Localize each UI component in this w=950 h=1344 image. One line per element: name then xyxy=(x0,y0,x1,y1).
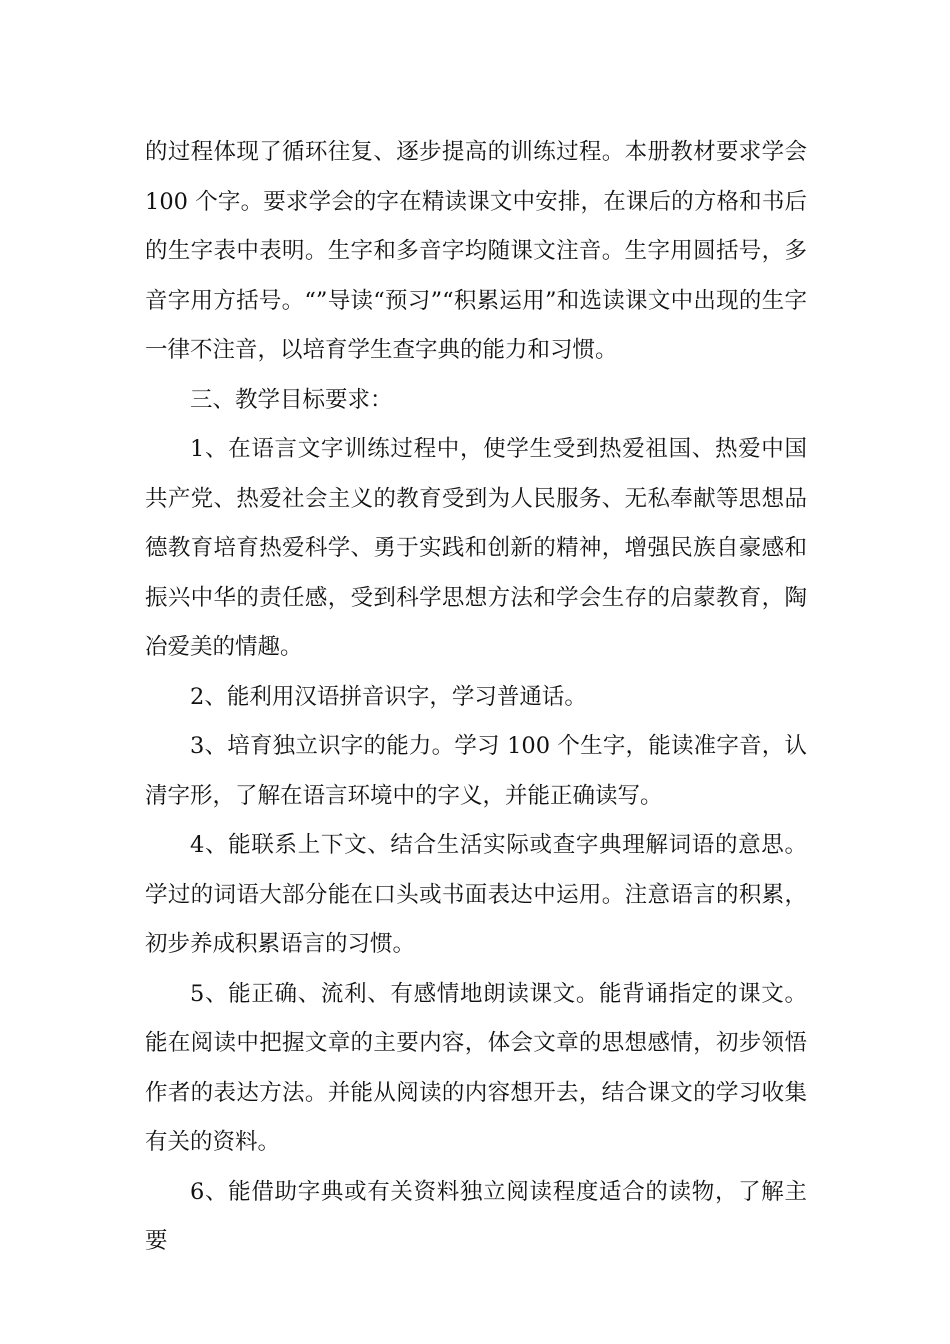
goal-item-3: 3、培育独立识字的能力。学习 100 个生字，能读准字音，认清字形，了解在语言环境中的字义，并能正确读写。 xyxy=(145,733,807,809)
goal-item-4: 4、能联系上下文、结合生活实际或查字典理解词语的意思。学过的词语大部分能在口头或书面表达中运用。注意语言的积累，初步养成积累语言的习惯。 xyxy=(145,832,807,957)
paragraph-continuation: 的过程体现了循环往复、逐步提高的训练过程。本册教材要求学会 100 个字。要求学会的字在精读课文中安排，在课后的方格和书后的生字表中表明。生字和多音字均随课文注音。生字用圆括号，多音字用方括号。“”导读“预习”“积累运用”和选读课文中出现的生字一律不注音，以培育学生查字典的能力和习惯。 xyxy=(145,139,807,363)
document-body xyxy=(145,128,807,1267)
goal-item-2: 2、能利用汉语拼音识字，学习普通话。 xyxy=(190,683,587,710)
section-heading-teaching-goals: 三、教学目标要求： xyxy=(190,386,393,413)
goal-item-5: 5、能正确、流利、有感情地朗读课文。能背诵指定的课文。能在阅读中把握文章的主要内容，体会文章的思想感情，初步领悟作者的表达方法。并能从阅读的内容想开去，结合课文的学习收集有关的资料。 xyxy=(145,980,807,1155)
goal-item-1: 1、在语言文字训练过程中，使学生受到热爱祖国、热爱中国共产党、热爱社会主义的教育受到为人民服务、无私奉献等思想品德教育培育热爱科学、勇于实践和创新的精神，增强民族自豪感和振兴中华的责任感，受到科学思想方法和学会生存的启蒙教育，陶冶爱美的情趣。 xyxy=(145,436,807,660)
goal-item-6: 6、能借助字典或有关资料独立阅读程度适合的读物，了解主要 xyxy=(145,1178,807,1254)
